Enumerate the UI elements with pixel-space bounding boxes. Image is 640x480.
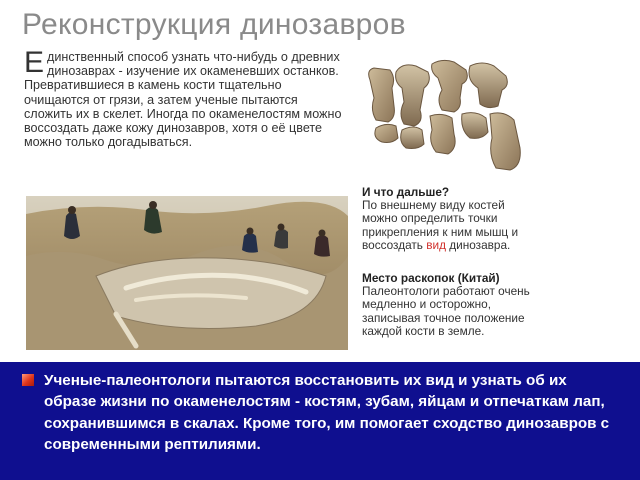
intro-paragraph bbox=[24, 46, 346, 150]
intro-text: динственный способ узнать что-нибудь о древних динозаврах - изучение их окаменевших останков. Превратившиеся в камень кости тщательно очищаются от грязи, а затем ученые пытаются сложить их в скелет. Иногда по окаменелостям можно воссоздать даже кожу динозавров, хотя о её цвете можно только догадываться. bbox=[24, 50, 342, 150]
next-steps-text: По внешнему виду костей можно определить точки прикрепления к ним мышц и воссоздать вид динозавра. bbox=[362, 198, 519, 252]
fossil-bones-image bbox=[362, 58, 526, 176]
square-bullet-icon bbox=[22, 374, 34, 386]
summary-text: Ученые-палеонтологи пытаются восстановить их вид и узнать об их образе жизни по окаменелостям - костям, зубам, яйцам и отпечаткам лап, сохранившимся в скалах. Кроме того, им помогает сходство динозавров с современными рептилиями. bbox=[44, 372, 610, 454]
drop-cap: Е bbox=[24, 46, 45, 79]
next-steps-heading: И что дальше? bbox=[362, 185, 450, 199]
next-steps-caption bbox=[362, 186, 532, 252]
excavation-caption bbox=[362, 272, 532, 338]
excavation-text: Палеонтологи работают очень медленно и осторожно, записывая точное положение каждой кости в земле. bbox=[362, 284, 530, 338]
excavation-site-photo bbox=[26, 196, 348, 350]
excavation-heading: Место раскопок (Китай) bbox=[362, 271, 500, 285]
highlight-word: вид bbox=[426, 237, 446, 252]
slide-title: Реконструкция динозавров bbox=[22, 8, 406, 41]
